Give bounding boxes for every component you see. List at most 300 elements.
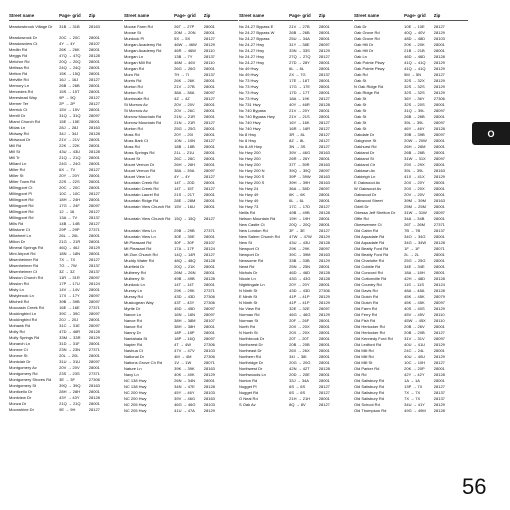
- street-name: Oakleigh Ln: [354, 174, 376, 179]
- page-grid: 20V → 26C: [174, 108, 195, 113]
- page-grid: 6S → 6S: [289, 384, 306, 389]
- street-name: Montgomery Shores Rd: [9, 377, 52, 382]
- page-grid: 32S → 32X: [404, 78, 425, 83]
- page-grid: 25M → 25M: [404, 204, 426, 209]
- street-name: Nicole Ln: [239, 276, 256, 281]
- zip-code: 28001: [88, 197, 100, 202]
- page-grid: 40K → 40K: [174, 372, 195, 377]
- page-grid: 8Z → 8L: [289, 138, 305, 143]
- header-street-name: Street name: [124, 13, 150, 18]
- street-name: N Ninth St: [239, 300, 258, 305]
- zip-code: 28127: [433, 330, 445, 335]
- street-name: Mount Vernon Dr: [124, 162, 155, 167]
- zip-code: 28163: [88, 383, 100, 388]
- zip-code: 28137: [88, 263, 100, 268]
- zip-code: 28163: [203, 366, 215, 371]
- street-name: N Oak Ridge Rd: [354, 84, 384, 89]
- street-name: Millingport Rd: [9, 203, 34, 208]
- zip-code: 28124: [433, 282, 445, 287]
- zip-code: 28001: [318, 30, 330, 35]
- street-name: Nc 740 Hwy: [239, 126, 261, 131]
- page-grid: 33M → 33R: [59, 335, 81, 340]
- street-name: Mill St: [9, 149, 20, 154]
- zip-code: 28128: [318, 102, 330, 107]
- street-name: Mulberry St: [124, 276, 145, 281]
- page-grid: 39H → 39H: [289, 180, 311, 185]
- page-grid: 39V → 46G: [174, 396, 196, 401]
- zip-code: 28127: [433, 384, 445, 389]
- page-grid: 24G → 24G: [59, 161, 81, 166]
- street-name: Nc Hwy 73: [239, 204, 259, 209]
- zip-code: 28127: [318, 54, 330, 59]
- page-grid: 13A → 7V: [59, 215, 78, 220]
- page-grid: 16R → 16R: [289, 126, 311, 131]
- page-grid: 10N → 10N: [174, 138, 196, 143]
- page-grid: 46M → 46V: [174, 60, 196, 65]
- page-grid: 43U → 43U: [289, 240, 311, 245]
- street-name: Nashua Ct: [124, 348, 143, 353]
- zip-code: 28127: [203, 186, 215, 191]
- zip-code: 28129: [203, 372, 215, 377]
- page-grid: 31V → 31V: [404, 336, 425, 341]
- zip-code: 28001: [433, 204, 445, 209]
- page-grid: 3N → 3S: [289, 144, 306, 149]
- page-grid: 15E → 15E: [59, 119, 80, 124]
- street-name: Old Beatty Ford Rd: [354, 252, 389, 257]
- page-grid: 18B → 18B: [174, 144, 195, 149]
- zip-code: 28127: [88, 191, 100, 196]
- zip-code: 28107: [88, 41, 100, 46]
- column-header: [124, 12, 238, 21]
- street-name: Nc 8-49 Hwy: [239, 144, 262, 149]
- street-name: Oakhurst Rd: [354, 144, 377, 149]
- zip-code: 28001: [88, 47, 100, 52]
- zip-code: 28127: [88, 257, 100, 262]
- street-name: Nightingale Ln: [239, 282, 265, 287]
- page-grid: 20X → 20X: [289, 330, 310, 335]
- zip-code: 28103: [203, 390, 215, 395]
- street-name: Old Thompson Rd: [354, 408, 387, 413]
- zip-code: 28127: [318, 138, 330, 143]
- page-grid: 13P → 7X: [404, 384, 423, 389]
- index-column: [124, 12, 239, 414]
- zip-code: 28129: [318, 234, 330, 239]
- street-name: Muskogean Way: [124, 300, 154, 305]
- street-name: Montview Dr: [9, 395, 32, 400]
- street-name: Offie Rd: [354, 216, 369, 221]
- zip-code: 28001: [88, 239, 100, 244]
- page-grid: 29K → 29K: [289, 246, 310, 251]
- street-name: Muirfield Dr: [124, 264, 145, 269]
- street-name: Oak St: [354, 120, 367, 125]
- street-name: Morrow Mountain Rd: [124, 120, 162, 125]
- zip-code: 28001: [203, 132, 215, 137]
- page-grid: 20V → 20V: [174, 102, 195, 107]
- zip-code: 28001: [88, 71, 100, 76]
- street-name: Old Beatty Ford Rd: [354, 246, 389, 251]
- page-grid: 21B → 21B: [404, 48, 425, 53]
- page-grid: 20X → 20Y: [404, 180, 425, 185]
- zip-code: 28001: [318, 192, 330, 197]
- page-grid: 5M → 5N: [404, 72, 422, 77]
- zip-code: 28129: [433, 66, 445, 71]
- street-name: Oakland St: [354, 156, 374, 161]
- street-name: New Castle Ct: [239, 222, 265, 227]
- zip-code: 28097: [88, 275, 100, 280]
- page-grid: 18P → 16Q: [174, 336, 195, 341]
- zip-code: 28127: [318, 144, 330, 149]
- street-name: Miller St: [9, 173, 24, 178]
- page-grid: 19H → 19H: [289, 216, 311, 221]
- page-grid: 14B → 14B: [59, 221, 80, 226]
- street-name: Millard Ln: [9, 161, 27, 166]
- street-name: Oakdale Dr: [354, 132, 375, 137]
- page-grid: 39C → 39M: [289, 252, 311, 257]
- zip-code: 28097: [203, 306, 215, 311]
- street-name: Northridge Dr: [239, 360, 264, 365]
- street-name: Northern Rd: [239, 354, 261, 359]
- street-name: Misenheimer Rd: [9, 263, 39, 268]
- zip-code: 28129: [88, 245, 100, 250]
- street-name: Oak Grove Rd: [354, 36, 380, 41]
- page-grid: 20D → 20E: [289, 372, 310, 377]
- zip-code: 28001: [203, 126, 215, 131]
- page-grid: 39L → 39L: [404, 168, 424, 173]
- page-grid: 12 → 16: [59, 209, 75, 214]
- zip-code: 28001: [433, 162, 445, 167]
- street-name: St Morrow Av: [124, 102, 148, 107]
- zip-code: 28001: [318, 84, 330, 89]
- street-name: Mountain View Church Rd: [124, 204, 171, 209]
- page-grid: 34U → 41Y: [404, 402, 425, 407]
- zip-code: 28127: [203, 138, 215, 143]
- zip-code: 28127: [203, 120, 215, 125]
- street-name: Old Salisbury Rd: [354, 384, 385, 389]
- street-name: St Morrow Av: [124, 108, 148, 113]
- zip-code: 28001: [433, 186, 445, 191]
- zip-code: 28001: [318, 90, 330, 95]
- zip-code: 28097: [88, 293, 100, 298]
- zip-code: 28001: [203, 162, 215, 167]
- street-name: Moose Farm Rd: [124, 24, 153, 29]
- page-grid: 11S → 11S: [404, 282, 425, 287]
- street-name: Mountain View Ln: [124, 234, 156, 239]
- page-grid: 3F → 3E: [289, 228, 305, 233]
- street-name: Odessa Jeff Shelton Dr: [354, 210, 396, 215]
- street-name: Melissa Rd: [9, 65, 29, 70]
- street-name: Oak Ln: [354, 54, 367, 59]
- page-grid: 45V → 45V: [404, 312, 425, 317]
- header-page-grid: Page- grid: [404, 13, 426, 18]
- street-name: Oak St: [354, 96, 367, 101]
- street-name: Melchor Rd: [9, 59, 30, 64]
- page-grid: 37T → 39R: [289, 162, 310, 167]
- zip-code: 28163: [88, 24, 100, 29]
- zip-code: 28001: [433, 252, 445, 257]
- street-name: Old Herlocker Rd: [354, 330, 385, 335]
- street-name: Millingport Rd: [9, 209, 34, 214]
- zip-code: 28097: [433, 120, 445, 125]
- zip-code: 27371: [88, 371, 100, 376]
- street-name: Oak Pointe Pkwy: [354, 60, 385, 65]
- zip-code: 28001: [88, 59, 100, 64]
- page-grid: 49B → 49B: [289, 210, 310, 215]
- street-name: Molly Springs Rd: [9, 335, 40, 340]
- zip-code: 27306: [318, 288, 330, 293]
- zip-code: 28001: [318, 318, 330, 323]
- street-name: Newport Ct: [239, 246, 260, 251]
- street-name: Newsome Rd: [239, 258, 264, 263]
- zip-code: 28128: [203, 276, 215, 281]
- street-name: Monarch Ln: [9, 341, 31, 346]
- page-grid: 34N → 47E: [174, 384, 195, 389]
- zip-code: 28001: [318, 156, 330, 161]
- zip-code: 28001: [318, 222, 330, 227]
- page-grid: 28E → 28M: [174, 198, 196, 203]
- page-grid: 2L → 2L: [404, 252, 420, 257]
- zip-code: 28128: [318, 240, 330, 245]
- page-grid: 31U → 31U: [59, 359, 81, 364]
- street-name: Nc 24-27 Hwy: [239, 48, 265, 53]
- page-grid: 26T → 26M: [404, 222, 425, 227]
- street-name: Old Parker Rd: [354, 366, 380, 371]
- zip-code: 28001: [203, 378, 215, 383]
- street-name: NC 200 Hwy: [124, 390, 147, 395]
- zip-code: 28163: [318, 180, 330, 185]
- page-grid: 4T → 4W: [174, 342, 191, 347]
- street-name: Oak St: [354, 108, 367, 113]
- zip-code: 28127: [433, 24, 445, 29]
- page-grid: 46R → 46W: [174, 48, 196, 53]
- street-name: W Oakwood Av: [354, 186, 382, 191]
- street-name: Nantahala St: [124, 336, 148, 341]
- zip-code: 28097: [433, 156, 445, 161]
- street-name: Nc Hwy 24: [239, 186, 259, 191]
- street-name: Oakgrove St: [354, 138, 377, 143]
- zip-code: 28097: [88, 299, 100, 304]
- page-grid: 21N → 21R: [174, 120, 196, 125]
- street-name: Montclair Dr: [9, 359, 31, 364]
- zip-code: 28124: [88, 281, 100, 286]
- zip-code: 28001: [433, 114, 445, 119]
- zip-code: 28097: [88, 311, 100, 316]
- street-name: Montgomery Rd: [9, 371, 38, 376]
- street-name: Mill Tr: [9, 155, 20, 160]
- zip-code: 28001: [88, 65, 100, 70]
- zip-code: 28128: [203, 384, 215, 389]
- street-name: Northcrest Dr: [239, 342, 263, 347]
- page-grid: 38A → 38A: [174, 90, 195, 95]
- page-number: 56: [462, 474, 487, 499]
- zip-code: 28097: [203, 336, 215, 341]
- street-name: Merestead Way: [9, 95, 37, 100]
- street-name: Newt Rd: [239, 264, 255, 269]
- street-name: Oakland Cir: [354, 162, 376, 167]
- zip-code: 28127: [88, 209, 100, 214]
- street-name: Nc 49 Hwy: [239, 72, 259, 77]
- street-name: Nc 24-27 Hwy: [239, 42, 265, 47]
- street-name: Myrtle Dr: [124, 306, 141, 311]
- page-grid: 25N → 25N: [289, 264, 311, 269]
- page-grid: 20Q → 21K: [174, 264, 196, 269]
- zip-code: 28129: [433, 354, 445, 359]
- zip-code: 28128: [433, 126, 445, 131]
- zip-code: 28001: [203, 270, 215, 275]
- zip-code: 28127: [318, 384, 330, 389]
- street-name: NC 205 Hwy: [124, 408, 147, 413]
- page-grid: 34I → 38I: [289, 354, 307, 359]
- page-grid: 20V → 20V: [404, 192, 425, 197]
- zip-code: 28001: [433, 42, 445, 47]
- street-name: Nc 73 Hwy: [239, 78, 259, 83]
- street-name: Midwood Dr: [9, 137, 31, 142]
- zip-code: 28001: [203, 180, 215, 185]
- street-name: Millstone Ct: [9, 227, 30, 232]
- street-name: Nc 24-27 Bypass E: [239, 24, 274, 29]
- street-name: Millwheel Ln: [9, 233, 32, 238]
- street-name: Nc Hwy 200: [239, 150, 261, 155]
- page-grid: 20Q → 20Q: [59, 59, 81, 64]
- street-name: S Oak Av: [239, 402, 256, 407]
- zip-code: 28001: [88, 317, 100, 322]
- page-grid: 18A → 18H: [404, 270, 425, 275]
- zip-code: 28001: [433, 138, 445, 143]
- zip-code: 28129: [203, 408, 215, 413]
- street-name: Millingport Ct: [9, 185, 33, 190]
- zip-code: 28129: [433, 60, 445, 65]
- zip-code: 28128: [318, 210, 330, 215]
- zip-code: 28001: [88, 353, 100, 358]
- street-name: Meggs Rd: [9, 53, 28, 58]
- column-header: [9, 12, 123, 21]
- street-name: Mountain Creek Rd: [124, 186, 159, 191]
- letter-tab[interactable]: O: [472, 122, 510, 145]
- page-grid: 31Y → 38E: [289, 42, 310, 47]
- page-grid: 7B → 7B: [404, 228, 421, 233]
- street-name: Misenheimer Ct: [9, 269, 38, 274]
- page-grid: 34O → 34G: [404, 234, 426, 239]
- zip-code: 28137: [88, 215, 100, 220]
- page-grid: 26G → 26G: [174, 66, 196, 71]
- zip-code: 28001: [88, 365, 100, 370]
- page-grid: 31C → 31E: [59, 323, 80, 328]
- page-grid: 42Y → 42Y: [404, 372, 425, 377]
- index-column: [354, 12, 469, 414]
- street-name: North Rd: [239, 324, 256, 329]
- zip-code: 28163: [203, 396, 215, 401]
- page-grid: 39Q → 39Q: [289, 168, 311, 173]
- zip-code: 28001: [433, 150, 445, 155]
- page-grid: 6S → 6S: [289, 390, 306, 395]
- street-name: Mount Vernon Rd: [124, 168, 156, 173]
- street-name: Nc 8 Hwy: [239, 138, 257, 143]
- page-grid: 26K → 26K: [59, 47, 80, 52]
- street-name: Old Ferry Rd: [354, 312, 377, 317]
- page-grid: 39P → 39W: [289, 174, 311, 179]
- street-name: Norman St: [239, 318, 259, 323]
- street-name: Montgomery St: [9, 383, 37, 388]
- page-grid: 28H → 28H: [59, 389, 81, 394]
- page-grid: 14V → 14V: [59, 287, 80, 292]
- column-header: [354, 12, 468, 21]
- street-name: NC 200 Hwy: [124, 396, 147, 401]
- zip-code: 28001: [88, 389, 100, 394]
- index-column: [239, 12, 354, 414]
- page-grid: 14Q → 14R: [174, 252, 196, 257]
- street-name: Nc Hwy 200: [239, 162, 261, 167]
- page-grid: 28J → 28J: [59, 125, 79, 130]
- page-grid: 21H → 21H: [289, 396, 311, 401]
- street-name: Nations Grove Ch Rd: [124, 360, 163, 365]
- index-column: [9, 12, 124, 414]
- page-grid: 46G → 46G: [289, 312, 311, 317]
- street-name: Morton Rd: [124, 126, 143, 131]
- zip-code: 28001: [88, 161, 100, 166]
- zip-code: 28001: [318, 396, 330, 401]
- zip-code: 28129: [433, 402, 445, 407]
- zip-code: 28127: [88, 407, 100, 412]
- zip-code: 28097: [433, 336, 445, 341]
- zip-code: 28001: [433, 234, 445, 239]
- zip-code: 28071: [203, 360, 215, 365]
- page-grid: 10C → 10C: [59, 191, 81, 196]
- page-grid: 31W → 31W: [404, 210, 427, 215]
- street-name: N Ninth St: [239, 288, 258, 293]
- zip-code: 28001: [318, 360, 330, 365]
- page-grid: 32E → 32E: [289, 306, 310, 311]
- zip-code: 28097: [433, 108, 445, 113]
- zip-code: 28001: [433, 270, 445, 275]
- street-name: Nc 8 Hwy: [239, 132, 257, 137]
- zip-code: 28001: [203, 66, 215, 71]
- page-grid: 20T → 20T: [289, 336, 310, 341]
- page-grid: 39B → 39B: [59, 299, 80, 304]
- zip-code: 28110: [433, 318, 445, 323]
- page-grid: 39C → 39C: [59, 311, 81, 316]
- street-name: Millingport Pl: [9, 191, 32, 196]
- page-grid: 1V → 1W: [174, 360, 192, 365]
- page-grid: 11R → 31R: [59, 275, 80, 280]
- street-name: Oaklawn Av: [354, 168, 376, 173]
- street-name: New London Rd: [239, 228, 268, 233]
- zip-code: 28001: [318, 264, 330, 269]
- street-name: Newport Dr: [239, 252, 260, 257]
- page-grid: 39K → 39K: [174, 366, 195, 371]
- zip-code: 27371: [203, 288, 215, 293]
- zip-code: 28128: [433, 54, 445, 59]
- page-grid: 46W → 46W: [174, 42, 197, 47]
- page-grid: 41Q → 41Q: [404, 60, 426, 65]
- street-name: Mount View Ln: [124, 174, 151, 179]
- zip-code: 28001: [203, 282, 215, 287]
- page-grid: 21V → 21V: [59, 137, 80, 142]
- street-name: Mission Rd: [9, 281, 29, 286]
- street-name: Napier Rd: [124, 342, 143, 347]
- page-grid: 39M → 39M: [404, 198, 426, 203]
- page-grid: 27D → 28Y: [289, 60, 310, 65]
- page-grid: 3R → 8L: [289, 132, 305, 137]
- page-grid: 34G → 34W: [404, 240, 427, 245]
- page-grid: 40U → 40U: [404, 354, 426, 359]
- zip-code: 28137: [88, 269, 100, 274]
- street-name: Old Fish Rd: [354, 318, 376, 323]
- street-name: Milton Dr: [9, 239, 26, 244]
- page-grid: 2P → 2P: [59, 101, 76, 106]
- index-row: [239, 402, 353, 408]
- street-name: Neills Rd: [239, 210, 256, 215]
- street-name: Murray Ln: [124, 288, 143, 293]
- zip-code: 28001: [203, 330, 215, 335]
